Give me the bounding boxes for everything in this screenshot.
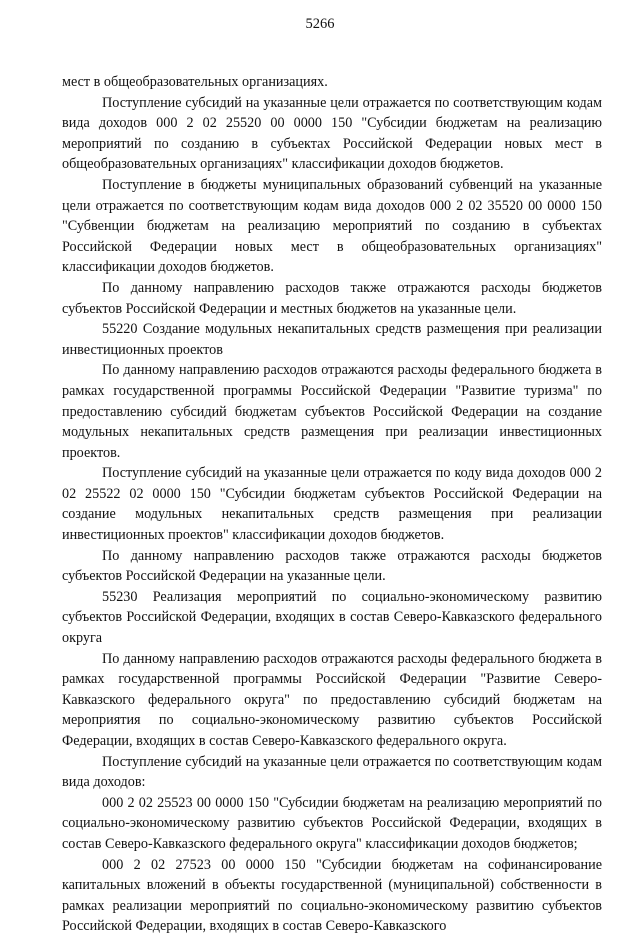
paragraph-3: Поступление в бюджеты муниципальных образований субвенций на указанные цели отражается по соответствующим кодам вида доходов 000 2 02 35520 00 0000 150 "Субвенции бюджетам на реализацию мероприятий по созданию в субъектах Российской Федерации новых мест в общеобразовательных организациях" классификации доходов бюджетов.: [62, 176, 602, 276]
section-heading-55220: 55220 Создание модульных некапитальных средств размещения при реализации инвестиционных проектов: [62, 321, 602, 358]
paragraph-11: Поступление субсидий на указанные цели отражается по соответствующим кодам вида доходов:: [62, 753, 602, 791]
paragraph-2: Поступление субсидий на указанные цели отражается по соответствующим кодам вида доходов 000 2 02 25520 00 0000 150 "Субсидии бюджетам на реализацию мероприятий по созданию в субъектах Российской Федерации новых мест в общеобразовательных организациях" классификации доходов бюджетов.: [62, 94, 602, 173]
paragraph-12: 000 2 02 25523 00 0000 150 "Субсидии бюджетам на реализацию мероприятий по социально-экономическому развитию субъектов Российской Федерации, входящих в состав Северо-Кавказского федерального округа" классификации доходов бюджетов;: [62, 794, 602, 852]
document-body: [62, 72, 602, 937]
section-heading-55230: 55230 Реализация мероприятий по социально-экономическому развитию субъектов Российской Федерации, входящих в состав Северо-Кавказского федерального округа: [62, 588, 602, 647]
paragraph-7: Поступление субсидий на указанные цели отражается по коду вида доходов 000 2 02 25522 02 0000 150 "Субсидии бюджетам субъектов Российской Федерации на создание модульных некапитальных средств размещения при реализации инвестиционных проектов" классификации доходов бюджетов.: [62, 465, 602, 544]
paragraph-1: мест в общеобразовательных организациях.: [62, 74, 328, 90]
page-number: 5266: [305, 16, 335, 32]
paragraph-10: По данному направлению расходов отражаются расходы федерального бюджета в рамках государственной программы Российской Федерации "Развитие Северо-Кавказского федерального округа" по предоставлению субсидий бюджетам на мероприятия по социально-экономическому развитию субъектов Российской Федерации, входящих в состав Северо-Кавказского федерального округа.: [62, 650, 602, 749]
paragraph-8: По данному направлению расходов также отражаются расходы бюджетов субъектов Российской Федерации на указанные цели.: [62, 547, 602, 585]
paragraph-13: 000 2 02 27523 00 0000 150 "Субсидии бюджетам на софинансирование капитальных вложений в объекты государственной (муниципальной) собственности в рамках реализации мероприятий по социально-экономическому развитию субъектов Российской Федерации, входящих в состав Северо-Кавказского: [62, 856, 602, 935]
paragraph-4: По данному направлению расходов также отражаются расходы бюджетов субъектов Российской Федерации и местных бюджетов на указанные цели.: [62, 279, 602, 317]
paragraph-6: По данному направлению расходов отражаются расходы федерального бюджета в рамках государственной программы Российской Федерации "Развитие туризма" по предоставлению субсидий бюджетам субъектов Российской Федерации на создание модульных некапитальных средств размещения при реализации инвестиционных проектов.: [62, 362, 602, 461]
